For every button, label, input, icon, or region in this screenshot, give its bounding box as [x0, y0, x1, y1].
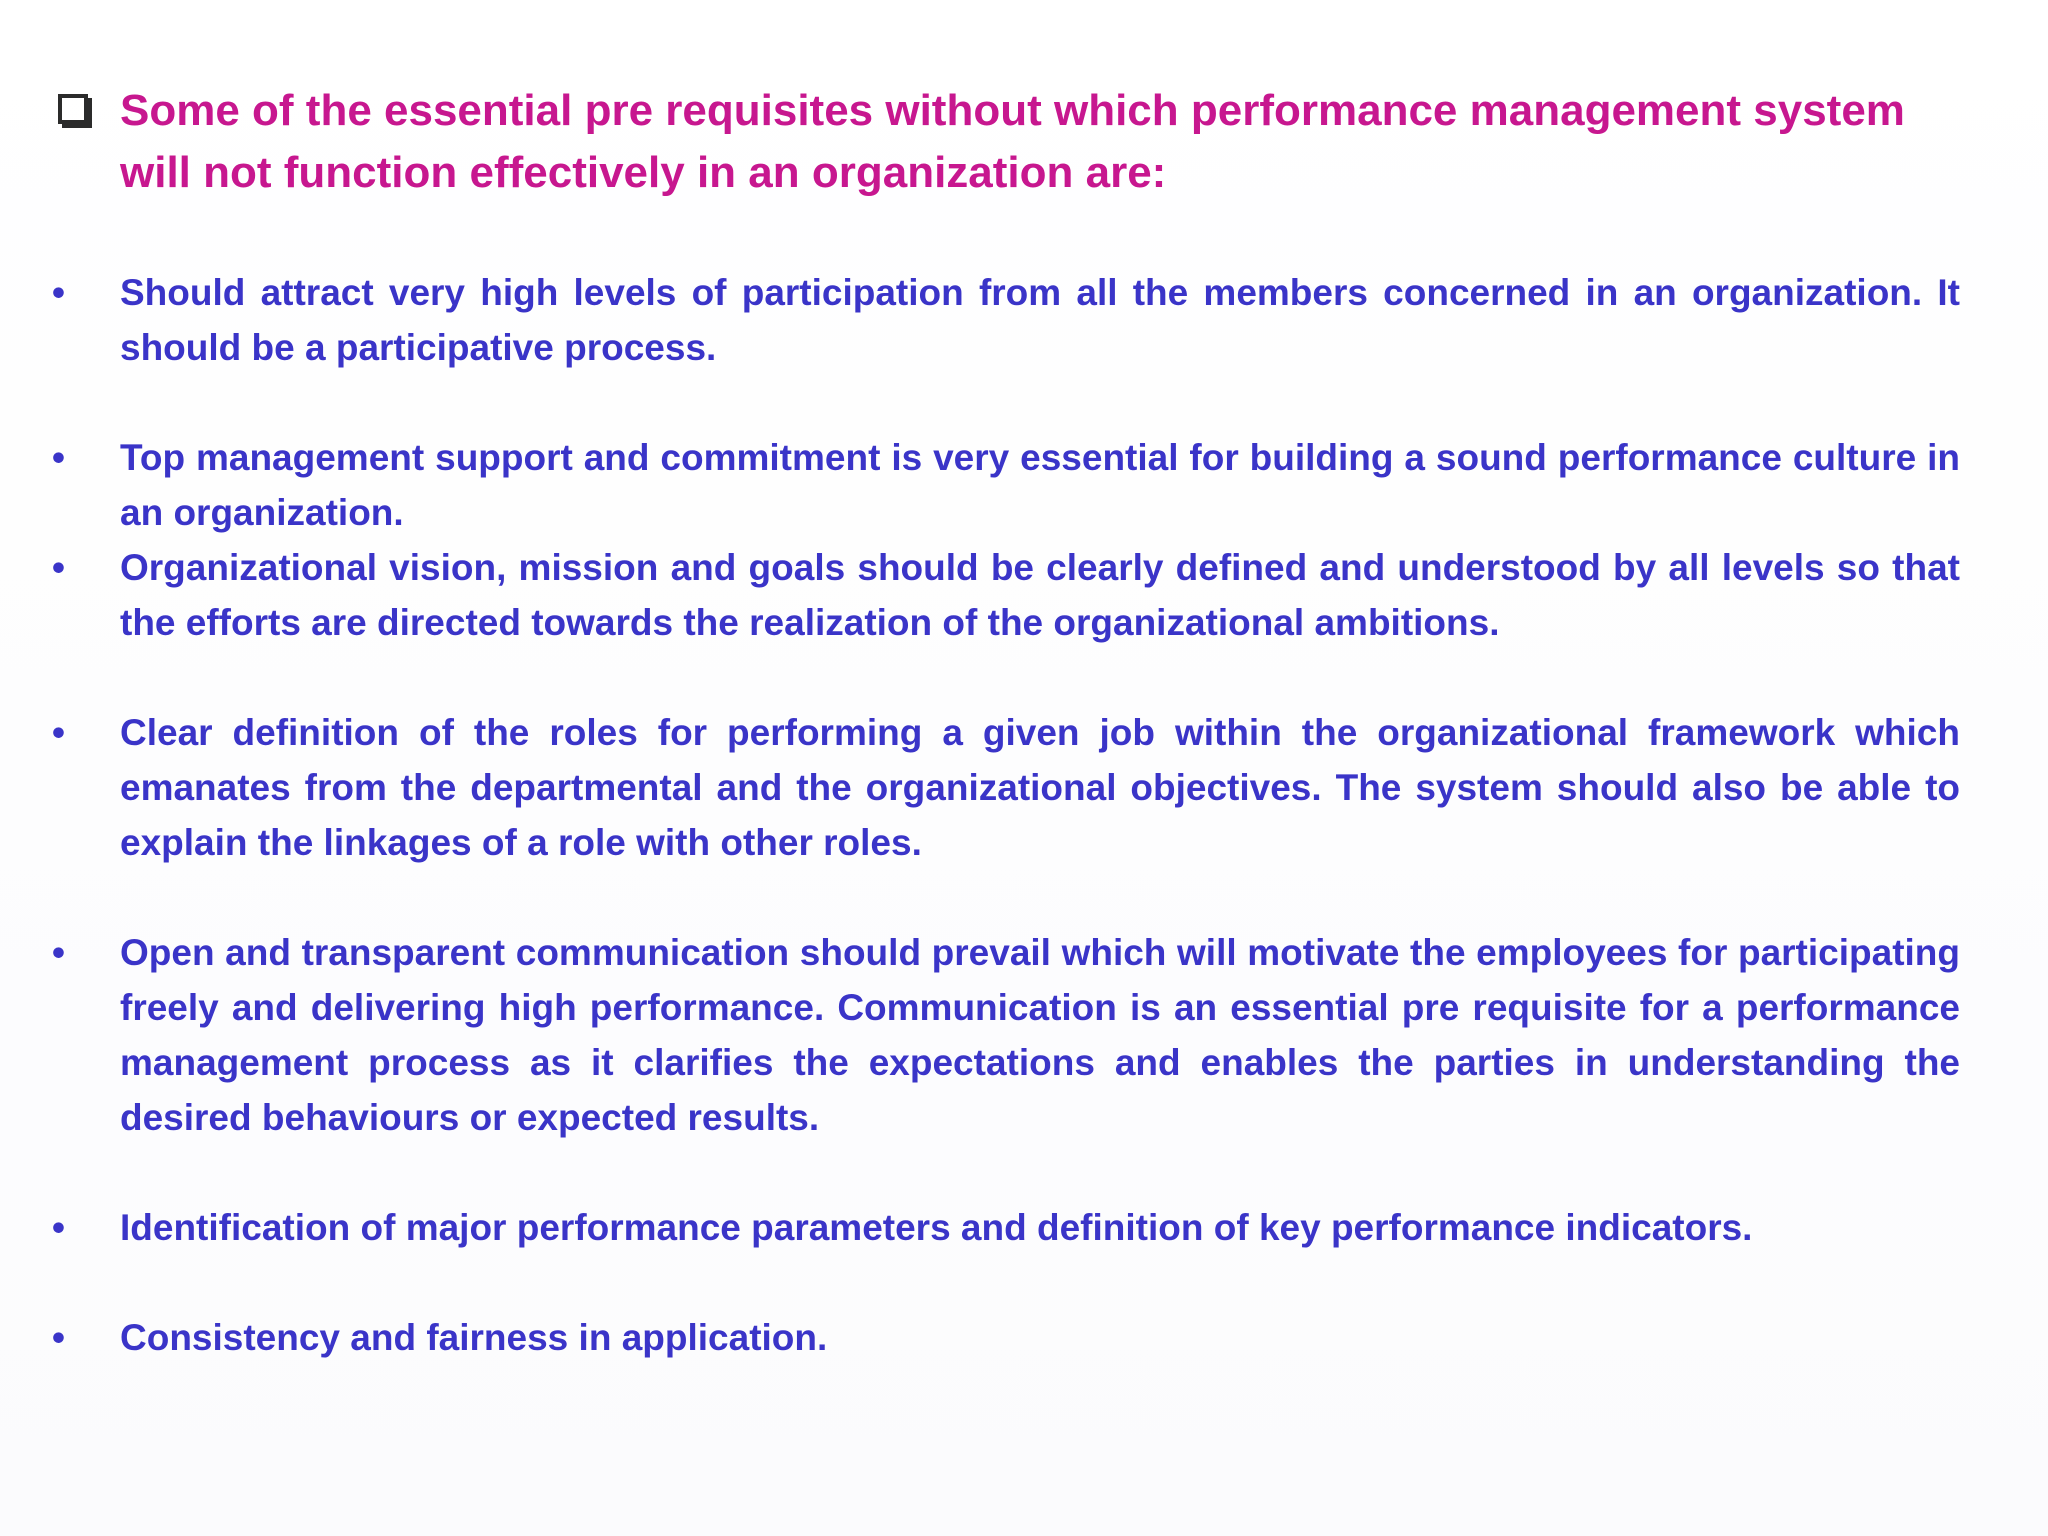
list-item: [50, 925, 1960, 1145]
spacer: [50, 1255, 1960, 1310]
bullet-icon: •: [52, 1207, 65, 1248]
bullet-list: [50, 265, 1960, 1365]
bullet-icon: •: [52, 547, 65, 588]
spacer: [50, 870, 1960, 925]
slide-heading: Some of the essential pre requisites without which performance management system will not function effectively in an organization are:: [120, 86, 1905, 197]
list-item-text: Organizational vision, mission and goals should be clearly defined and understood by all levels so that the efforts are directed towards the realization of the organizational ambitions.: [120, 547, 1960, 643]
list-item: [50, 430, 1960, 540]
bullet-icon: •: [52, 272, 65, 313]
spacer: [50, 1145, 1960, 1200]
list-item: [50, 265, 1960, 375]
bullet-icon: •: [52, 437, 65, 478]
checkbox-square-icon: [58, 94, 88, 124]
list-item: [50, 1200, 1960, 1255]
bullet-icon: •: [52, 1317, 65, 1358]
spacer: [50, 375, 1960, 430]
list-item-text: Open and transparent communication should prevail which will motivate the employees for participating freely and delivering high performance. Communication is an essential pre requisite for a performance management process as it clarifies the expectations and enables the parties in understanding the desired behaviours or expected results.: [120, 932, 1960, 1138]
bullet-icon: •: [52, 712, 65, 753]
bullet-icon: •: [52, 932, 65, 973]
list-item-text: Identification of major performance parameters and definition of key performance indicators.: [120, 1207, 1753, 1248]
list-item-text: Top management support and commitment is very essential for building a sound performance culture in an organization.: [120, 437, 1960, 533]
list-item-text: Clear definition of the roles for performing a given job within the organizational framework which emanates from the departmental and the organizational objectives. The system should also be able to explain the linkages of a role with other roles.: [120, 712, 1960, 863]
list-item: [50, 705, 1960, 870]
spacer: [50, 650, 1960, 705]
heading-block: [58, 80, 1978, 204]
list-item-text: Consistency and fairness in application.: [120, 1317, 828, 1358]
list-item: [50, 540, 1960, 650]
list-item: [50, 1310, 1960, 1365]
list-item-text: Should attract very high levels of participation from all the members concerned in an organization. It should be a participative process.: [120, 272, 1960, 368]
